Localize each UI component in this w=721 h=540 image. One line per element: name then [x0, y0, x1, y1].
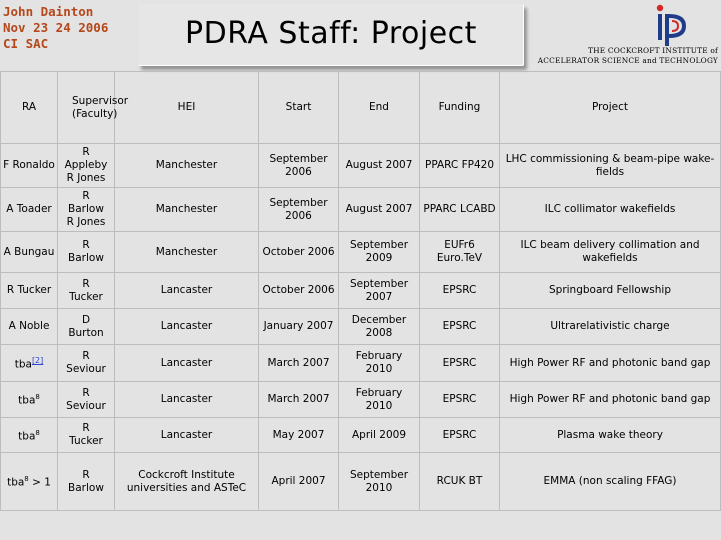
cell-funding: EPSRC [420, 382, 500, 418]
cell-start: October 2006 [259, 273, 339, 309]
cell-funding: EUFr6 Euro.TeV [420, 232, 500, 273]
cell-hei: Cockcroft Institute universities and ASTeC [115, 453, 259, 511]
venue: CI SAC [3, 36, 49, 51]
cell-project: High Power RF and photonic band gap [500, 382, 721, 418]
tba-suffix: > 1 [28, 476, 51, 489]
cell-end: September 2009 [339, 232, 420, 273]
cell-funding: EPSRC [420, 309, 500, 345]
cell-ra: tba$^8$ [1, 418, 58, 453]
cell-hei: Lancaster [115, 345, 259, 382]
table-row [1, 188, 721, 232]
cell-start: March 2007 [259, 345, 339, 382]
cell-project: ILC collimator wakefields [500, 188, 721, 232]
superscript-mark: 8 [35, 428, 40, 437]
header-ra: RA [1, 72, 58, 144]
cell-ra: A Bungau [1, 232, 58, 273]
cell-supervisor: R Appleby R Jones [58, 144, 115, 188]
table-row [1, 144, 721, 188]
table-row [1, 273, 721, 309]
header-info [3, 4, 108, 52]
cell-project: Springboard Fellowship [500, 273, 721, 309]
cell-ra: F Ronaldo [1, 144, 58, 188]
header-end: End [339, 72, 420, 144]
cell-supervisor: R Seviour [58, 382, 115, 418]
cell-project: LHC commissioning & beam-pipe wake-fields [500, 144, 721, 188]
cell-project: High Power RF and photonic band gap [500, 345, 721, 382]
cell-ra: A Noble [1, 309, 58, 345]
table-row [1, 345, 721, 382]
cell-end: August 2007 [339, 188, 420, 232]
cell-funding: RCUK BT [420, 453, 500, 511]
cell-start: September 2006 [259, 144, 339, 188]
cell-ra: tba[2] [1, 345, 58, 382]
cell-funding: EPSRC [420, 418, 500, 453]
cell-supervisor: R Tucker [58, 418, 115, 453]
staff-table [0, 71, 721, 511]
cell-start: April 2007 [259, 453, 339, 511]
header-funding: Funding [420, 72, 500, 144]
cell-project: Ultrarelativistic charge [500, 309, 721, 345]
date: Nov 23 24 2006 [3, 20, 109, 35]
cell-ra: A Toader [1, 188, 58, 232]
cell-start: January 2007 [259, 309, 339, 345]
cell-start: October 2006 [259, 232, 339, 273]
cell-start: May 2007 [259, 418, 339, 453]
table-row [1, 232, 721, 273]
cell-hei: Manchester [115, 232, 259, 273]
cell-hei: Manchester [115, 144, 259, 188]
cockcroft-logo-icon [648, 3, 688, 49]
cell-end: September 2010 [339, 453, 420, 511]
cell-hei: Lancaster [115, 418, 259, 453]
cell-ra: tba$^8$ > 1 [1, 453, 58, 511]
cell-supervisor: R Barlow R Jones [58, 188, 115, 232]
cell-hei: Lancaster [115, 382, 259, 418]
table-header-row [1, 72, 721, 144]
cell-funding: EPSRC [420, 345, 500, 382]
author: John Dainton [3, 4, 94, 19]
cell-supervisor: R Tucker [58, 273, 115, 309]
superscript-mark: 8 [35, 393, 40, 402]
cell-end: February 2010 [339, 345, 420, 382]
cell-ra: R Tucker [1, 273, 58, 309]
cell-project: Plasma wake theory [500, 418, 721, 453]
table-row [1, 418, 721, 453]
header-project: Project [500, 72, 721, 144]
cell-funding: PPARC FP420 [420, 144, 500, 188]
cell-supervisor: R Seviour [58, 345, 115, 382]
cell-project: EMMA (non scaling FFAG) [500, 453, 721, 511]
cell-end: April 2009 [339, 418, 420, 453]
cell-start: March 2007 [259, 382, 339, 418]
table-row [1, 382, 721, 418]
cell-end: August 2007 [339, 144, 420, 188]
footnote-link[interactable]: [2] [31, 356, 44, 366]
title-box [138, 4, 524, 66]
cell-funding: EPSRC [420, 273, 500, 309]
cell-hei: Lancaster [115, 309, 259, 345]
cell-supervisor: R Barlow [58, 232, 115, 273]
table-row [1, 309, 721, 345]
header-start: Start [259, 72, 339, 144]
cell-end: February 2010 [339, 382, 420, 418]
superscript-mark: 8 [24, 475, 29, 484]
cell-end: December 2008 [339, 309, 420, 345]
table-row [1, 453, 721, 511]
cell-hei: Lancaster [115, 273, 259, 309]
cell-ra: tba$^8$ [1, 382, 58, 418]
cell-project: ILC beam delivery collimation and wakefields [500, 232, 721, 273]
logo-caption: THE COCKCROFT INSTITUTE of ACCELERATOR SCIENCE and TECHNOLOGY [537, 46, 718, 65]
page-title: PDRA Staff: Project [185, 16, 477, 51]
header-hei: HEI [115, 72, 259, 144]
cell-supervisor: D Burton [58, 309, 115, 345]
cell-end: September 2007 [339, 273, 420, 309]
cell-hei: Manchester [115, 188, 259, 232]
cell-funding: PPARC LCABD [420, 188, 500, 232]
cell-supervisor: R Barlow [58, 453, 115, 511]
header-supervisor: Supervisor (Faculty) [58, 72, 115, 144]
cell-start: September 2006 [259, 188, 339, 232]
